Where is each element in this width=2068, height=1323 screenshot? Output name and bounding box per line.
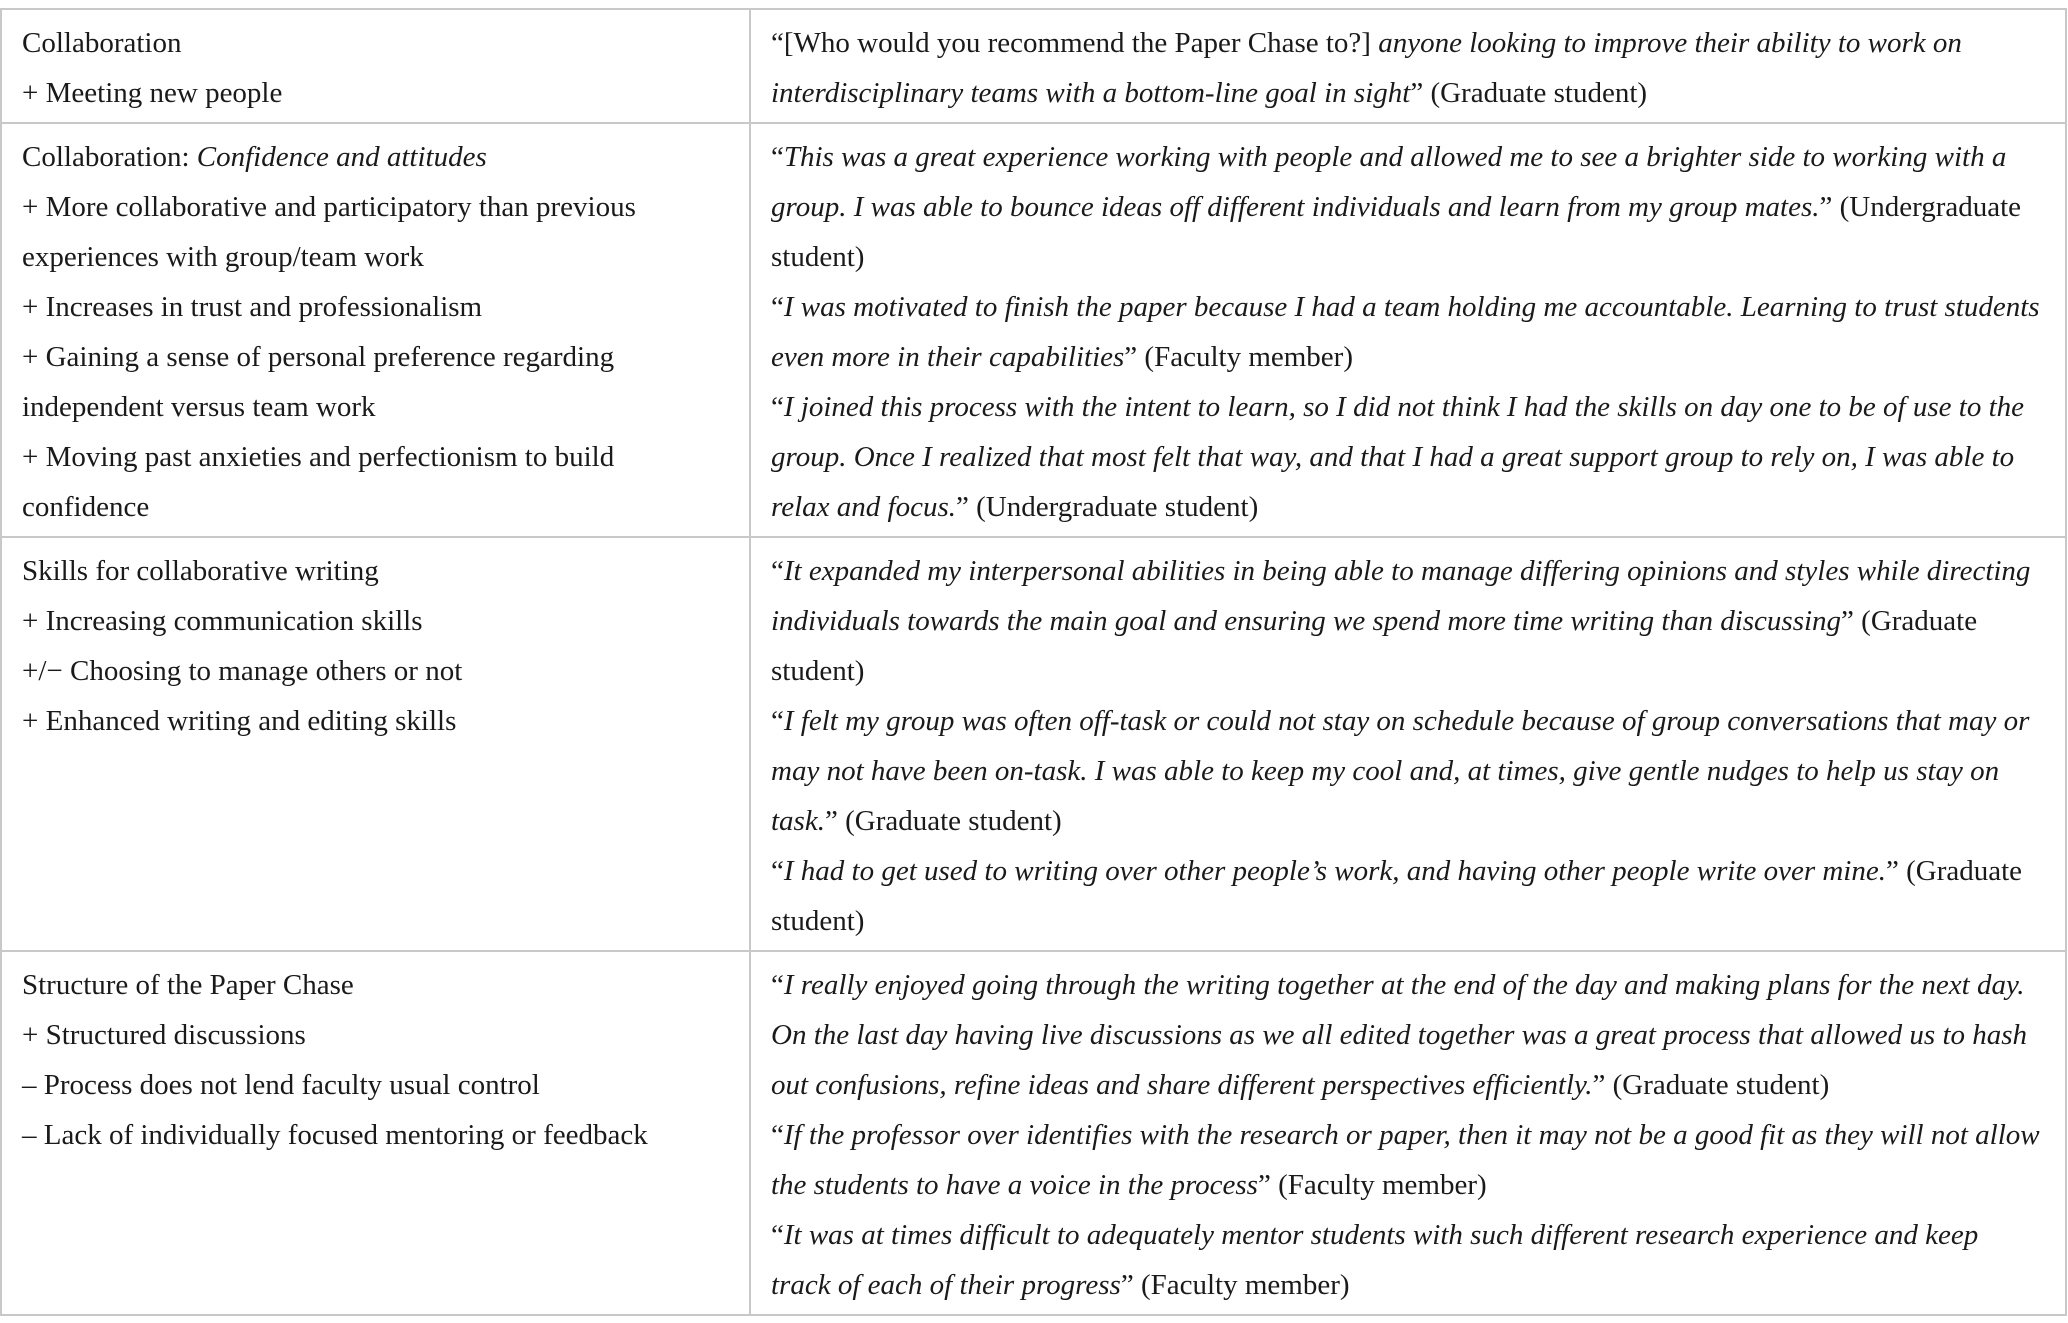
quote-cell: [750, 9, 2066, 123]
theme-item: + Increases in trust and professionalism: [22, 291, 483, 323]
participant-quote: “[Who would you recommend the Paper Chase to?] anyone looking to improve their ability to work on interdisciplinary teams with a bottom-line goal in sight” (Graduate student): [771, 27, 1962, 109]
table-row: [1, 951, 2066, 1315]
participant-quote: “I joined this process with the intent to learn, so I did not think I had the skills on day one to be of use to the group. Once I realized that most felt that way, and that I had a great support group to rely on, I was able to relax and focus.” (Undergraduate student): [771, 391, 2025, 523]
participant-quote: “I really enjoyed going through the writing together at the end of the day and making plans for the next day. On the last day having live discussions as we all edited together was a great process that allowed us to hash out confusions, refine ideas and share different perspectives efficiently.” (Graduate student): [771, 969, 2028, 1101]
theme-cell: [1, 9, 750, 123]
themes-table: [0, 8, 2067, 1316]
quote-cell: [750, 951, 2066, 1315]
participant-quote: “I was motivated to finish the paper because I had a team holding me accountable. Learning to trust students even more in their capabilities” (Faculty member): [771, 291, 2040, 373]
theme-item: – Process does not lend faculty usual control: [22, 1069, 540, 1101]
theme-item: + Moving past anxieties and perfectionism to build confidence: [22, 441, 615, 523]
theme-item: + More collaborative and participatory than previous experiences with group/team work: [22, 191, 636, 273]
theme-item: + Structured discussions: [22, 1019, 306, 1051]
quote-cell: [750, 537, 2066, 951]
participant-quote: “It expanded my interpersonal abilities in being able to manage differing opinions and styles while directing individuals towards the main goal and ensuring we spend more time writing than discussing” (Graduate student): [771, 555, 2031, 687]
table-row: [1, 9, 2066, 123]
participant-quote: “It was at times difficult to adequately mentor students with such different research experience and keep track of each of their progress” (Faculty member): [771, 1219, 1979, 1301]
quote-cell: [750, 123, 2066, 537]
participant-quote: “I had to get used to writing over other people’s work, and having other people write over mine.” (Graduate student): [771, 855, 2023, 937]
table-row: [1, 537, 2066, 951]
theme-item: + Enhanced writing and editing skills: [22, 705, 457, 737]
participant-quote: “This was a great experience working with people and allowed me to see a brighter side to working with a group. I was able to bounce ideas off different individuals and learn from my group mates.” (Undergraduate student): [771, 141, 2022, 273]
theme-heading: Structure of the Paper Chase: [22, 969, 354, 1001]
theme-item: – Lack of individually focused mentoring or feedback: [22, 1119, 648, 1151]
theme-heading: Collaboration: Confidence and attitudes: [22, 141, 487, 173]
participant-quote: “I felt my group was often off-task or could not stay on schedule because of group conversations that may or may not have been on-task. I was able to keep my cool and, at times, give gentle nudges to help us stay on task.” (Graduate student): [771, 705, 2030, 837]
theme-cell: [1, 537, 750, 951]
theme-item: + Meeting new people: [22, 77, 283, 109]
table-row: [1, 123, 2066, 537]
participant-quote: “If the professor over identifies with the research or paper, then it may not be a good fit as they will not allow the students to have a voice in the process” (Faculty member): [771, 1119, 2040, 1201]
theme-cell: [1, 123, 750, 537]
theme-heading: Skills for collaborative writing: [22, 555, 379, 587]
theme-item: + Increasing communication skills: [22, 605, 423, 637]
theme-heading: Collaboration: [22, 27, 182, 59]
theme-cell: [1, 951, 750, 1315]
theme-item: + Gaining a sense of personal preference regarding independent versus team work: [22, 341, 615, 423]
theme-item: +/− Choosing to manage others or not: [22, 655, 463, 687]
